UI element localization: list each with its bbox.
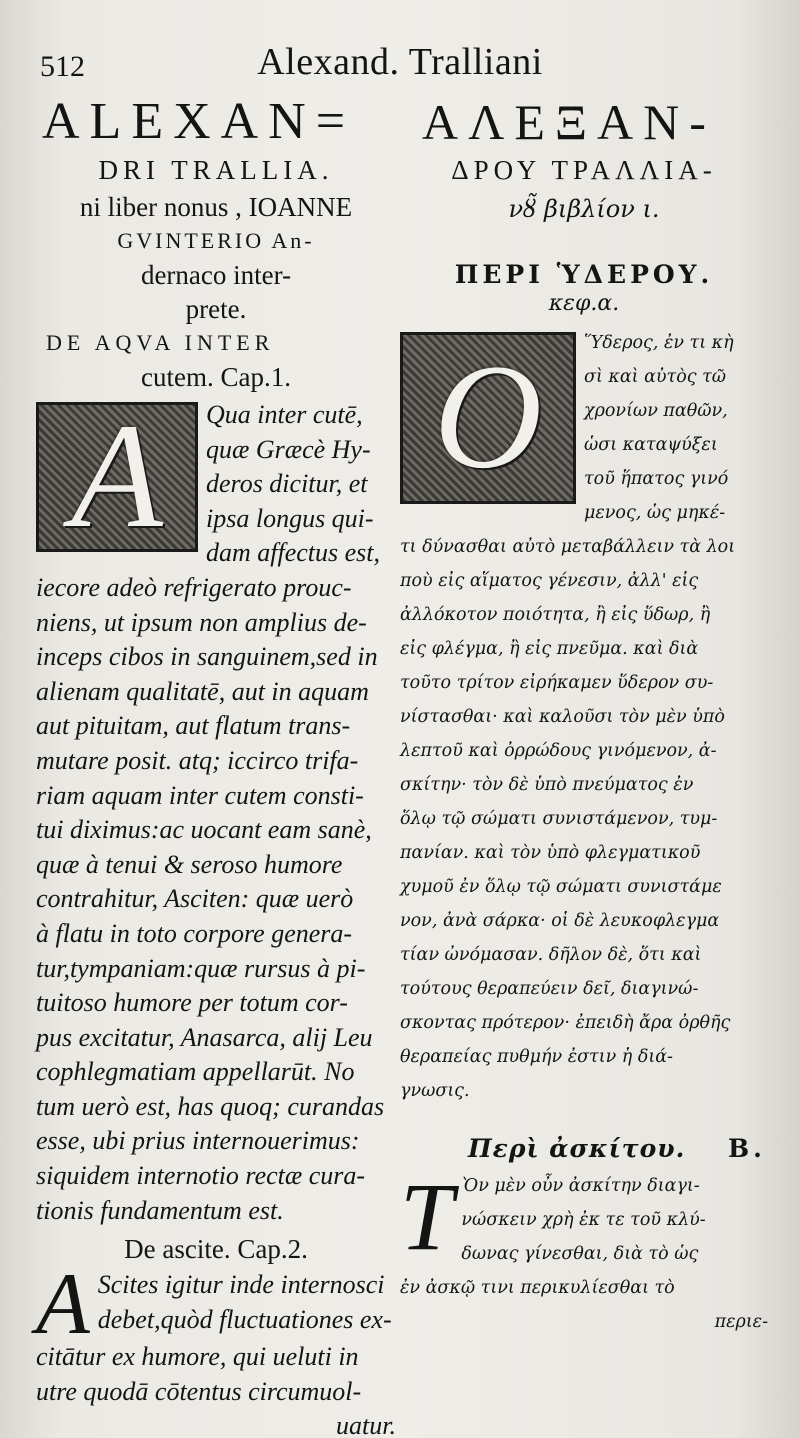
text-line: pus excitatur, Anasarca, alij Leu <box>36 1022 373 1052</box>
text-line: Scites igitur inde internosci <box>97 1270 385 1300</box>
text-line: tui diximus:ac uocant eam sanè, <box>36 815 372 845</box>
text-line: νίστασθαι· καὶ καλοῦσι τὸν μὲν ὑπὸ <box>400 707 725 727</box>
greek-chapter1-body <box>400 326 768 1108</box>
greek-chapter1-heading: ΠΕΡΙ ὙΔΕΡΟΥ. <box>454 260 714 289</box>
latin-intro <box>36 190 396 326</box>
text-line: ὅλῳ τῷ σώματι συνιστάμενον, τυμ- <box>400 809 718 829</box>
text-line: dam affectus est, <box>206 538 381 568</box>
greek-book: νȣ̃ βιβλίον ι. <box>508 195 660 223</box>
text-line: tionis fundamentum est. <box>36 1195 284 1225</box>
decorated-initial-omicron <box>400 332 576 504</box>
decorated-initial-a <box>36 393 198 560</box>
initial-letter: Ο <box>433 333 543 500</box>
text-line: νον, ἀνὰ σάρκα· οἱ δὲ λευκοφλεγμα <box>400 911 720 931</box>
text-line: τούτους θεραπεύειν δεῖ, διαγινώ- <box>400 979 699 999</box>
chapter1-heading: DE AQVA INTER <box>46 330 275 355</box>
latin-subtitle: DRI TRALLIA. <box>98 155 334 185</box>
latin-title: ALEXAN= <box>42 93 356 150</box>
text-line: deros dicitur, et <box>206 469 368 499</box>
text-line: Qua inter cutē, <box>206 400 363 429</box>
text-line: σὶ καὶ αὐτὸς τῶ <box>584 367 727 387</box>
text-line: uatur. <box>336 1411 396 1438</box>
initial-letter-tau: Τ <box>400 1163 454 1270</box>
intro-line: ni liber nonus , IOANNE <box>79 192 353 222</box>
intro-line: dernaco inter- <box>140 260 292 290</box>
text-line: tuitoso humore per totum cor- <box>36 988 348 1018</box>
text-line: τίαν ὠνόμασαν. δῆλον δὲ, ὅτι καὶ <box>400 945 702 965</box>
text-line: siquidem internotio rectæ cura- <box>36 1161 366 1191</box>
greek-chapter2-title: Περὶ ἀσκίτου. <box>468 1134 686 1163</box>
greek-title: ΑΛΕΞΑΝ- <box>422 94 716 150</box>
text-line: à flatu in toto corpore genera- <box>36 918 353 948</box>
text-line: ὡσι καταψύξει <box>584 435 718 455</box>
text-line: riam aquam inter cutem consti- <box>36 780 364 810</box>
greek-chapter2-number: Β. <box>728 1134 766 1163</box>
text-line: tum uerò est, has quoq; curandas <box>36 1091 385 1121</box>
text-line: λεπτοῦ καὶ ὀρρώδους γινόμενον, ἀ- <box>400 741 717 761</box>
text-line: χρονίων παθῶν, <box>584 401 728 421</box>
chapter1-heading-cont: cutem. Cap.1. <box>141 362 291 392</box>
greek-chapter2-heading <box>400 1134 768 1163</box>
text-line: γνωσις. <box>400 1081 470 1101</box>
text-line: alienam qualitatē, aut in aquam <box>36 676 369 706</box>
greek-subtitle: ΔΡΟΥ ΤΡΑΛΛΙΑ- <box>451 155 717 185</box>
latin-column <box>36 93 396 1438</box>
text-line: σκίτην· τὸν δὲ ὑπὸ πνεύματος ἐν <box>400 775 694 795</box>
text-line: περιε- <box>714 1312 768 1332</box>
text-line: τοῦτο τρίτον εἰρήκαμεν ὕδερον συ- <box>400 673 714 693</box>
text-line: aut pituitam, aut flatum trans- <box>36 711 351 741</box>
text-line: esse, ubi prius internouerimus: <box>36 1126 360 1156</box>
intro-line: prete. <box>185 294 247 324</box>
text-line: ἐν ἀσκῷ τινι περικυλίεσθαι τὸ <box>400 1278 675 1298</box>
greek-column <box>400 96 768 1339</box>
text-line: ipsa longus qui- <box>206 503 374 533</box>
text-line: inceps cibos in sanguinem,sed in <box>36 642 378 672</box>
text-line: δωνας γίνεσθαι, διὰ τὸ ὡς <box>461 1244 699 1264</box>
text-line: μενος, ὡς μηκέ- <box>584 503 726 523</box>
text-line: debet,quòd fluctuationes ex- <box>97 1304 392 1334</box>
text-line: mutare posit. atq; iccirco trifa- <box>36 745 359 775</box>
text-line: quæ Græcè Hy- <box>206 434 371 464</box>
text-line: citātur ex humore, qui ueluti in <box>36 1342 359 1372</box>
text-line: νώσκειν χρὴ ἐκ τε τοῦ κλύ- <box>461 1210 706 1230</box>
text-line: tur,tympaniam:quæ rursus à pi- <box>36 953 366 983</box>
text-line: Ὕδερος, ἐν τι κὴ <box>584 333 734 353</box>
text-line: τι δύνασθαι αὐτὸ μεταβάλλειν τὰ λοι <box>400 537 736 557</box>
text-line: contrahitur, Asciten: quæ uerò <box>36 884 354 914</box>
text-line: πανίαν. καὶ τὸν ὑπὸ φλεγματικοῦ <box>400 843 701 863</box>
greek-chapter1-caput: κεφ.α. <box>548 291 620 316</box>
text-line: τοῦ ἥπατος γινό <box>584 469 729 489</box>
text-line: Ὸν μὲν οὖν ἀσκίτην διαγι- <box>461 1176 700 1196</box>
text-line: ποὺ εἰς αἵματος γένεσιν, ἀλλ' εἰς <box>400 571 699 591</box>
text-line: σκοντας πρότερον· ἐπειδὴ ἄρα ὀρθῆς <box>400 1013 731 1033</box>
intro-line: GVINTERIO An- <box>117 228 315 253</box>
running-head <box>36 41 764 94</box>
text-line: iecore adeò refrigerato prouc- <box>36 572 352 602</box>
text-line: quæ à tenui & seroso humore <box>36 849 343 879</box>
initial-letter: A <box>71 393 163 560</box>
running-title: Alexand. Tralliani <box>257 41 543 83</box>
text-line: χυμοῦ ἐν ὅλῳ τῷ σώματι συνιστάμε <box>400 877 722 897</box>
chapter2-body <box>36 1256 396 1438</box>
chapter2-heading: De ascite. Cap.2. <box>124 1234 308 1265</box>
initial-letter-a: A <box>36 1256 90 1354</box>
text-line: utre quodā cōtentus circumuol- <box>36 1376 362 1406</box>
text-line: εἰς φλέγμα, ἢ εἰς πνεῦμα. καὶ διὰ <box>400 639 699 659</box>
text-line: ἀλλόκοτον ποιότητα, ἢ εἰς ὕδωρ, ἢ <box>400 605 711 625</box>
text-line: niens, ut ipsum non amplius de- <box>36 607 367 637</box>
text-line: cophlegmatiam appellarūt. No <box>36 1057 355 1087</box>
greek-chapter2-body <box>400 1163 768 1339</box>
chapter1-body <box>36 393 396 1228</box>
text-line: θεραπείας πυθμήν ἐστιν ἡ διά- <box>400 1047 673 1067</box>
page-number: 512 <box>40 50 85 83</box>
